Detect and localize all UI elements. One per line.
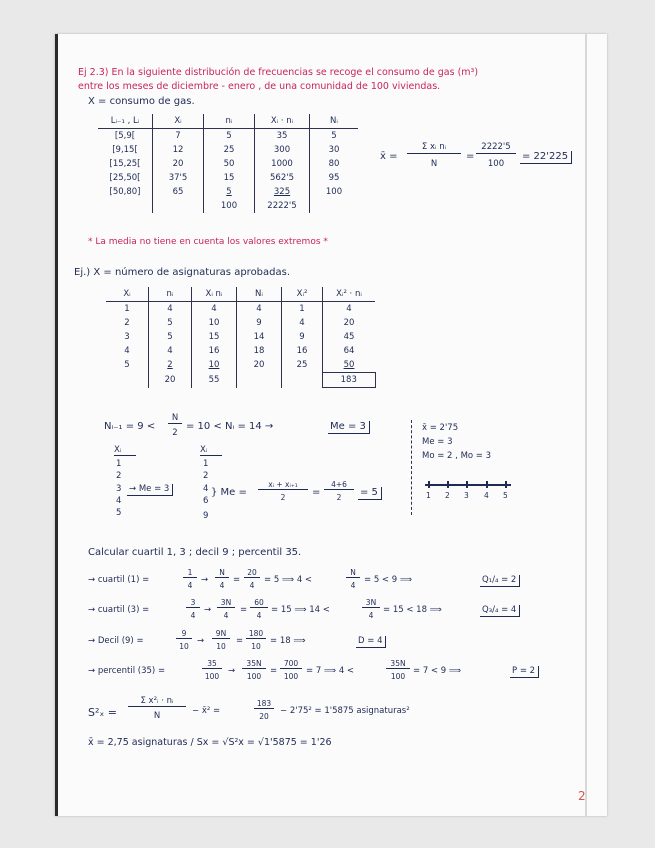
cell: 25	[282, 358, 323, 373]
q3-label: → cuartil (3) =	[88, 605, 150, 615]
cell: 18	[237, 344, 282, 358]
d9-rest: = 18 ⟹	[270, 636, 306, 646]
cell: 20	[149, 373, 192, 388]
cell	[310, 199, 359, 213]
cell: 1	[282, 302, 323, 317]
cell: 2222'5	[255, 199, 310, 213]
cell: 50	[204, 157, 255, 171]
ex1-mean-num2: 2222'5	[476, 143, 516, 154]
d9-result: D = 4	[356, 636, 386, 648]
variance-den: N	[153, 711, 161, 721]
variance-num: Σ x²ᵢ · nᵢ	[128, 697, 186, 707]
cell: 15	[192, 330, 237, 344]
frac-num: 20	[244, 569, 260, 578]
cell: 35	[255, 129, 310, 144]
list2-item: 4	[203, 484, 209, 494]
table-row	[98, 157, 358, 171]
cell: 10	[192, 358, 237, 373]
axis-label: 4	[484, 491, 489, 500]
cell: 100	[204, 199, 255, 213]
table-row	[106, 316, 375, 330]
cell: 4	[192, 302, 237, 317]
cell: 2	[124, 318, 130, 328]
list1-head: Xᵢ	[114, 446, 136, 456]
frac-den: 4	[249, 581, 255, 590]
frac-den: 10	[251, 642, 261, 651]
ex1-title: Ej 2.3) En la siguiente distribución de frecuencias se recoge el consumo de gas (m³)	[78, 67, 479, 78]
cell	[153, 199, 204, 213]
ex2-h4: Xᵢ²	[282, 287, 323, 302]
cell: 183	[323, 373, 376, 388]
median-frac-num: N	[168, 414, 182, 424]
variance-num2: 183	[254, 700, 274, 709]
cell: 5	[204, 129, 255, 144]
cell: 95	[310, 171, 359, 185]
frac-num: 60	[250, 599, 268, 608]
tick	[447, 481, 449, 488]
cell: 9	[237, 316, 282, 330]
q3-result: Q₃/₄ = 4	[480, 605, 520, 617]
list1-arrow: → Me = 3	[127, 484, 173, 496]
cell	[98, 199, 153, 213]
median-frac-den: 2	[172, 428, 178, 438]
frac-den: 4	[223, 611, 229, 620]
median-line-2: = 10 < Nᵢ = 14 →	[186, 421, 274, 432]
list1-item: 4	[116, 496, 122, 506]
list2-den: 2	[280, 493, 286, 502]
number-line	[425, 484, 511, 486]
median-line: Nᵢ₋₁ = 9 <	[104, 421, 156, 432]
p35-result: P = 2	[510, 666, 539, 678]
list2-result: = 5	[358, 487, 382, 500]
cell: [25,50[	[109, 173, 141, 183]
cell: 14	[237, 330, 282, 344]
frac-den: 4	[368, 611, 374, 620]
q1-label: → cuartil (1) =	[88, 575, 150, 585]
variance-rest: − 2'75² = 1'5875 asignaturas²	[280, 706, 410, 716]
ex2-h5: Xᵢ² · nᵢ	[323, 287, 376, 302]
q1-rest: = 5 ⟹ 4 <	[264, 575, 313, 585]
frac-num: N	[346, 569, 360, 578]
list1-item: 5	[116, 508, 122, 518]
ex1-mean-den2: 100	[487, 159, 505, 169]
list1-item: 1	[116, 459, 122, 469]
tick	[466, 481, 468, 488]
ex2-h0: Xᵢ	[106, 287, 149, 302]
q3-rest: = 15 ⟹ 14 <	[271, 605, 330, 615]
list1-item: 3	[116, 484, 122, 494]
ex1-variable: X = consumo de gas.	[88, 96, 195, 107]
cell	[282, 373, 323, 388]
frac-den: 10	[179, 642, 189, 651]
ex1-table	[98, 114, 358, 213]
cell: 562'5	[255, 171, 310, 185]
frac-num: 35N	[242, 660, 266, 669]
cell: 3	[124, 332, 130, 342]
ex1-h1: Xᵢ	[153, 114, 204, 129]
cell: 16	[192, 344, 237, 358]
tick	[428, 481, 430, 488]
page-right-edge	[585, 34, 587, 816]
frac-num: 9N	[212, 630, 230, 639]
cell	[237, 373, 282, 388]
cell: [5,9[	[114, 131, 136, 141]
p35-rest: = 7 ⟹ 4 <	[306, 666, 355, 676]
ex1-h2: nᵢ	[204, 114, 255, 129]
cell: 300	[255, 143, 310, 157]
list2-num: xᵢ + xᵢ₊₁	[258, 481, 308, 490]
ex1-mean-lhs: x̄ =	[380, 151, 398, 162]
list2-item: 6	[203, 496, 209, 506]
variance-den2: 20	[259, 712, 269, 721]
frac-den: 4	[190, 611, 196, 620]
p35-label: → percentil (35) =	[88, 666, 166, 676]
axis-label: 3	[464, 491, 469, 500]
table-row	[98, 143, 358, 157]
ex2-h3: Nᵢ	[237, 287, 282, 302]
table-row	[98, 129, 358, 144]
summary-mean: x̄ = 2'75	[422, 423, 459, 433]
list2-head: Xᵢ	[200, 446, 222, 456]
list2-eq: =	[312, 487, 321, 498]
cell: 7	[153, 129, 204, 144]
d9-label: → Decil (9) =	[88, 636, 144, 646]
frac-den: 4	[187, 581, 193, 590]
cell: 55	[192, 373, 237, 388]
list2-den2: 2	[336, 493, 342, 502]
frac-den: 100	[246, 672, 262, 681]
frac-num: N	[215, 569, 229, 578]
cell: 4	[124, 346, 130, 356]
cell: 1000	[255, 157, 310, 171]
list2-item: 1	[203, 459, 209, 469]
cell: 5	[204, 185, 255, 199]
list1-item: 2	[116, 471, 122, 481]
variance-mid: − x̄² =	[192, 706, 221, 716]
cell: [9,15[	[112, 145, 138, 155]
table-row	[106, 302, 375, 317]
frac-den: 4	[219, 581, 225, 590]
ex1-title-2: entre los meses de diciembre - enero , de una comunidad de 100 viviendas.	[78, 81, 441, 92]
cell: 64	[323, 344, 376, 358]
q1-rest2: = 5 < 9 ⟹	[364, 575, 413, 585]
cell: 325	[255, 185, 310, 199]
table-row	[98, 185, 358, 199]
cell: 4	[237, 302, 282, 317]
cell: 4	[149, 344, 192, 358]
frac-num: 35N	[386, 660, 410, 669]
cell: 12	[153, 143, 204, 157]
summary-median: Me = 3	[422, 437, 453, 447]
cell: 10	[192, 316, 237, 330]
tick	[505, 481, 507, 488]
cell: 30	[310, 143, 359, 157]
quantiles-title: Calcular cuartil 1, 3 ; decil 9 ; percentil 35.	[88, 547, 302, 558]
cell: 15	[204, 171, 255, 185]
cell: 100	[310, 185, 359, 199]
page-left-edge	[55, 34, 58, 816]
cell: 80	[310, 157, 359, 171]
ex2-title: Ej.) X = número de asignaturas aprobadas.	[74, 267, 291, 278]
cell: 20	[153, 157, 204, 171]
cell: 5	[124, 360, 130, 371]
frac-den: 4	[350, 581, 356, 590]
ex1-h3: Xᵢ · nᵢ	[255, 114, 310, 129]
cell: 4	[149, 302, 192, 317]
cell: 20	[323, 316, 376, 330]
variance-lhs: S²ₓ =	[88, 706, 117, 719]
final-line: x̄ = 2,75 asignaturas / Sx = √S²x = √1'5875 = 1'26	[88, 737, 332, 748]
ex1-h0: Lᵢ₋₁ , Lᵢ	[98, 114, 153, 129]
ex2-h2: Xᵢ nᵢ	[192, 287, 237, 302]
ex1-mean-result: = 22'225	[520, 151, 572, 164]
cell: 16	[282, 344, 323, 358]
frac-num: 3	[186, 599, 200, 608]
cell: 45	[323, 330, 376, 344]
summary-mode: Mo = 2 , Mo = 3	[422, 451, 492, 461]
ex1-mean-num: Σ xᵢ nᵢ	[407, 143, 461, 154]
list2-item: 2	[203, 471, 209, 481]
ex1-mean-den: N	[430, 159, 438, 169]
cell: 2	[149, 358, 192, 373]
axis-label: 5	[503, 491, 508, 500]
list2-item: 9	[203, 511, 209, 521]
axis-label: 1	[426, 491, 431, 500]
cell: 50	[323, 358, 376, 373]
cell: 25	[204, 143, 255, 157]
ex2-h1: nᵢ	[149, 287, 192, 302]
page-number: 2	[578, 789, 586, 803]
frac-den: 10	[216, 642, 226, 651]
table-row	[106, 344, 375, 358]
ex1-h4: Nᵢ	[310, 114, 359, 129]
table-total-row	[98, 199, 358, 213]
cell: 5	[149, 316, 192, 330]
list2-num2: 4+6	[324, 481, 354, 490]
cell	[106, 373, 149, 388]
cell: 65	[153, 185, 204, 199]
cell: 4	[323, 302, 376, 317]
frac-num: 35	[202, 660, 222, 669]
frac-num: 700	[280, 660, 302, 669]
frac-den: 100	[283, 672, 299, 681]
frac-den: 100	[390, 672, 406, 681]
tick	[486, 481, 488, 488]
p35-rest2: = 7 < 9 ⟹	[413, 666, 462, 676]
cell: [50,80]	[109, 187, 141, 197]
table-row	[106, 330, 375, 344]
q1-result: Q₁/₄ = 2	[480, 575, 520, 587]
q3-rest2: = 15 < 18 ⟹	[383, 605, 442, 615]
ex1-note: * La media no tiene en cuenta los valores extremos *	[88, 237, 328, 247]
ex2-table	[106, 287, 376, 388]
ex1-mean-eq: =	[466, 151, 475, 162]
frac-num: 9	[176, 630, 192, 639]
cell: 1	[124, 304, 130, 314]
cell: 20	[237, 358, 282, 373]
axis-label: 2	[445, 491, 450, 500]
table-row	[106, 358, 375, 373]
cell: 5	[310, 129, 359, 144]
frac-num: 1	[183, 569, 197, 578]
list2-brace: } Me =	[211, 487, 247, 498]
separator	[411, 420, 412, 515]
frac-den: 4	[256, 611, 262, 620]
cell: 37'5	[153, 171, 204, 185]
frac-num: 3N	[217, 599, 235, 608]
frac-den: 100	[204, 672, 220, 681]
table-total-row	[106, 373, 375, 388]
cell: [15,25[	[109, 159, 141, 169]
cell: 5	[149, 330, 192, 344]
table-row	[98, 171, 358, 185]
cell: 4	[282, 316, 323, 330]
cell: 9	[282, 330, 323, 344]
frac-num: 3N	[362, 599, 380, 608]
frac-num: 180	[246, 630, 266, 639]
median-result: Me = 3	[328, 421, 370, 434]
